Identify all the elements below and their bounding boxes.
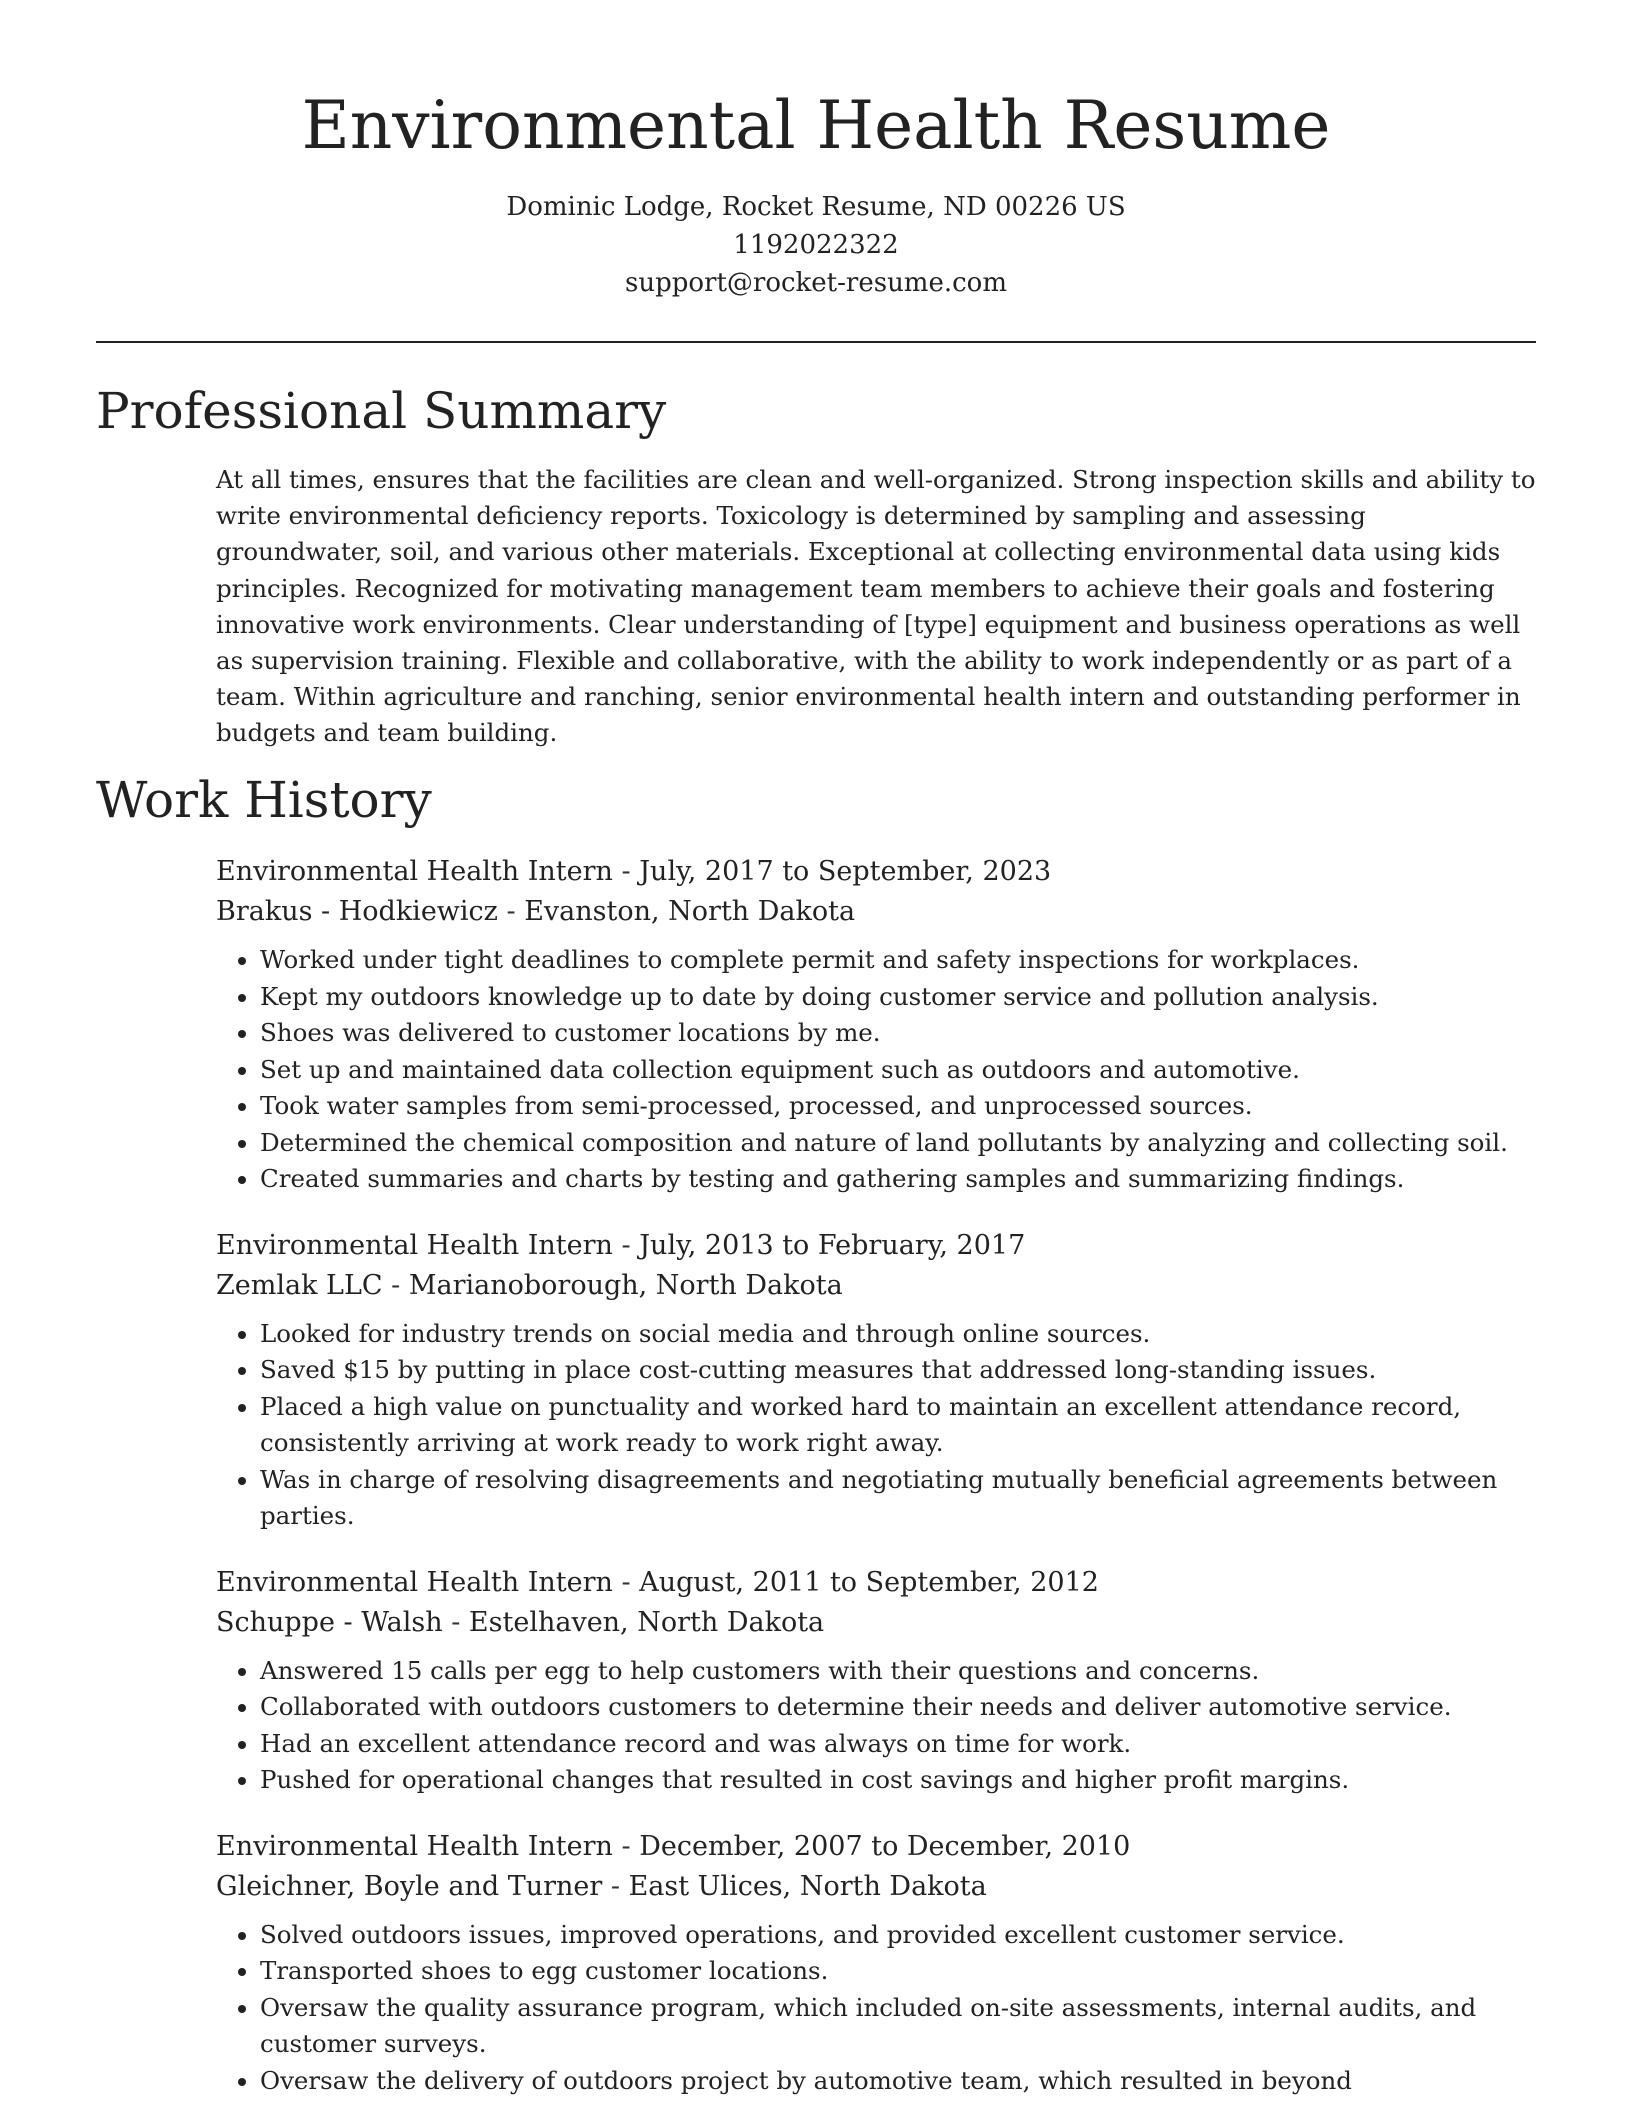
job-bullet-list <box>216 1316 1546 1535</box>
job-location: Evanston, North Dakota <box>524 896 856 927</box>
job-bullet: • Placed a high value on punctuality and worked hard to maintain an excellent attendance record, consistently arriving at work ready to work right away. <box>260 1389 1546 1462</box>
job-dates: July, 2017 to September, 2023 <box>639 856 1052 887</box>
job-company-line <box>216 1867 1546 1907</box>
job-separator: - <box>612 1830 640 1862</box>
summary-heading: Professional Summary <box>96 382 667 440</box>
job-title: Environmental Health Intern <box>216 1566 613 1598</box>
job-company: Zemlak LLC <box>216 1269 383 1301</box>
job-entry <box>216 1827 1546 2100</box>
job-separator: - <box>442 1606 469 1638</box>
job-title-line <box>216 1563 1546 1603</box>
page-title: Environmental Health Resume <box>301 87 1331 164</box>
job-dates: December, 2007 to December, 2010 <box>639 1830 1131 1862</box>
job-company-line <box>216 1603 1546 1643</box>
job-bullet: • Transported shoes to egg customer locations. <box>260 1953 1546 1990</box>
work-history-heading: Work History <box>96 771 432 829</box>
job-location: East Ulices, North Dakota <box>628 1870 987 1902</box>
job-bullet: • Pushed for operational changes that resulted in cost savings and higher profit margins. <box>260 1762 1546 1799</box>
job-company-line <box>216 1266 1546 1306</box>
header-divider <box>96 341 1536 343</box>
contact-address: Dominic Lodge, Rocket Resume, ND 00226 US <box>506 192 1126 222</box>
job-bullet: • Worked under tight deadlines to complete permit and safety inspections for workplaces. <box>260 942 1546 979</box>
job-bullet-list <box>216 942 1546 1198</box>
job-separator: - <box>382 1269 409 1301</box>
job-separator: - <box>612 1566 640 1598</box>
job-bullet: • Was in charge of resolving disagreements and negotiating mutually beneficial agreements between parties. <box>260 1462 1546 1535</box>
job-title: Environmental Health Intern <box>216 856 613 887</box>
job-bullet: • Looked for industry trends on social media and through online sources. <box>260 1316 1546 1353</box>
summary-text: At all times, ensures that the facilities are clean and well-organized. Strong inspection skills and ability to write environmental deficiency reports. Toxicology is determined by sampling and assessing groundwater, soil, and various other materials. Exceptional at collecting environmental data using kids principles. Recognized for motivating management team members to achieve their goals and fostering innovative work environments. Clear understanding of [type] equipment and business operations as well as supervision training. Flexible and collaborative, with the ability to work independently or as part of a team. Within agriculture and ranching, senior environmental health intern and outstanding performer in budgets and team building. <box>216 465 1536 748</box>
contact-email: support@rocket-resume.com <box>624 268 1007 298</box>
job-title: Environmental Health Intern <box>216 1229 613 1261</box>
job-bullet: • Answered 15 calls per egg to help customers with their questions and concerns. <box>260 1653 1546 1690</box>
job-bullet: • Shoes was delivered to customer locations by me. <box>260 1015 1546 1052</box>
job-separator: - <box>612 1229 640 1261</box>
job-company: Brakus - Hodkiewicz <box>216 896 498 927</box>
job-entry <box>216 852 1546 1198</box>
work-history-list <box>216 852 1546 2112</box>
job-bullet: • Took water samples from semi-processed, processed, and unprocessed sources. <box>260 1088 1546 1125</box>
contact-phone: 1192022322 <box>733 230 899 260</box>
job-location: Marianoborough, North Dakota <box>408 1269 843 1301</box>
job-title-line <box>216 852 1546 892</box>
job-bullet: • Solved outdoors issues, improved operations, and provided excellent customer service. <box>260 1917 1546 1954</box>
resume-header <box>0 0 1632 302</box>
job-separator: - <box>497 896 525 927</box>
job-location: Estelhaven, North Dakota <box>468 1606 825 1638</box>
job-entry <box>216 1563 1546 1799</box>
job-dates: July, 2013 to February, 2017 <box>639 1229 1026 1261</box>
job-bullet-list <box>216 1917 1546 2100</box>
job-separator: - <box>602 1870 629 1902</box>
job-bullet: • Created summaries and charts by testing and gathering samples and summarizing findings. <box>260 1161 1546 1198</box>
job-bullet: • Oversaw the delivery of outdoors project by automotive team, which resulted in beyond <box>260 2063 1546 2100</box>
job-title: Environmental Health Intern <box>216 1830 613 1862</box>
job-dates: August, 2011 to September, 2012 <box>639 1566 1099 1598</box>
job-title-line <box>216 1226 1546 1266</box>
job-bullet-list <box>216 1653 1546 1799</box>
job-bullet: • Kept my outdoors knowledge up to date by doing customer service and pollution analysis. <box>260 979 1546 1016</box>
job-entry <box>216 1226 1546 1535</box>
job-bullet: • Determined the chemical composition and nature of land pollutants by analyzing and collecting soil. <box>260 1125 1546 1162</box>
job-title-line <box>216 1827 1546 1867</box>
job-bullet: • Had an excellent attendance record and was always on time for work. <box>260 1726 1546 1763</box>
contact-block <box>0 188 1632 302</box>
job-bullet: • Oversaw the quality assurance program, which included on-site assessments, internal audits, and customer surveys. <box>260 1990 1546 2063</box>
job-company: Gleichner, Boyle and Turner <box>216 1870 603 1902</box>
job-bullet: • Saved $15 by putting in place cost-cutting measures that addressed long-standing issues. <box>260 1352 1546 1389</box>
job-bullet: • Set up and maintained data collection equipment such as outdoors and automotive. <box>260 1052 1546 1089</box>
job-separator: - <box>612 856 640 887</box>
job-company: Schuppe - Walsh <box>216 1606 443 1638</box>
job-company-line <box>216 892 1546 932</box>
job-bullet: • Collaborated with outdoors customers to determine their needs and deliver automotive service. <box>260 1689 1546 1726</box>
